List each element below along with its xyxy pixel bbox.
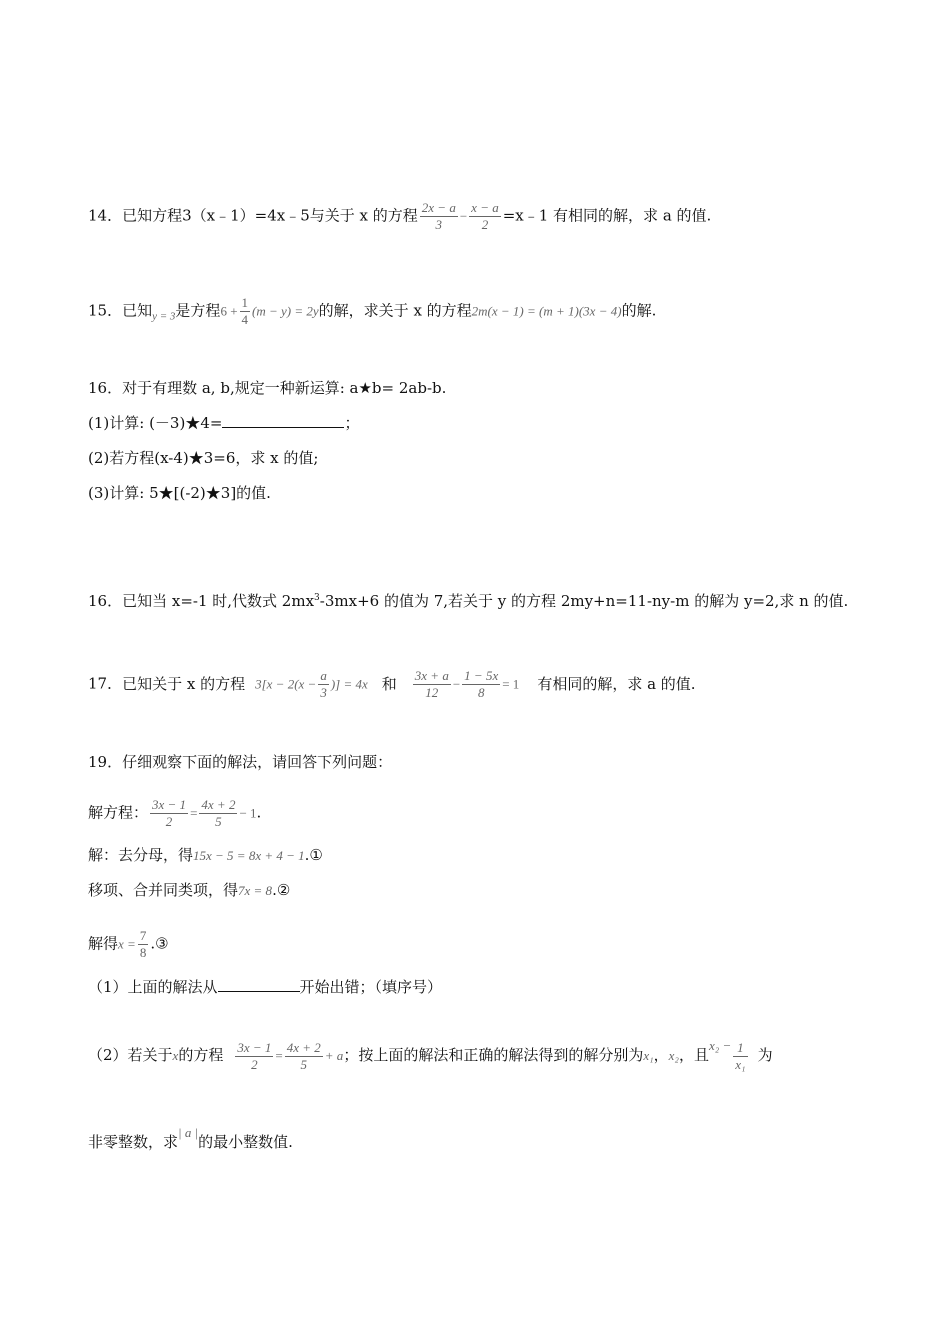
question-text: =x﹣1 有相同的解，求 a 的值. xyxy=(502,206,712,225)
question-text: -3mx+6 的值为 7,若关于 y 的方程 2my+n=11-ny-m 的解为 y=2,求 n 的值. xyxy=(319,592,849,610)
step-text: 解得 xyxy=(88,934,119,953)
question-text: 开始出错；（填序号） xyxy=(299,978,443,996)
question-number: 16． xyxy=(88,379,123,397)
condition: y = 3 xyxy=(152,310,176,323)
question-19-part2 xyxy=(88,1036,773,1073)
fraction xyxy=(240,295,251,328)
numerator: 4x + 2 xyxy=(201,797,236,812)
question-text: ，且 xyxy=(678,1046,709,1064)
numerator: 3x − 1 xyxy=(152,797,187,812)
step-mark: .③ xyxy=(150,934,169,953)
equation: 3（x﹣1）=4x﹣5 xyxy=(182,206,310,225)
question-text: 解方程： xyxy=(88,803,149,822)
equation-part: + a xyxy=(324,1048,344,1063)
question-text: 的最小整数值. xyxy=(198,1133,293,1151)
fraction xyxy=(413,668,451,701)
fraction xyxy=(469,200,501,233)
question-number: 15． xyxy=(88,301,123,320)
question-16a-intro xyxy=(88,378,446,398)
question-text: 的方程 xyxy=(178,1046,224,1064)
equation: 2m(x − 1) = (m + 1)(3x − 4) xyxy=(471,303,622,319)
step-text: 移项、合并同类项，得 xyxy=(88,881,239,899)
operator: − xyxy=(459,208,468,224)
question-text: (1)计算: (－3)★4= xyxy=(88,414,223,432)
punctuation: ； xyxy=(344,414,360,432)
question-text: 对于有理数 a, b,规定一种新运算: a★b= 2ab-b. xyxy=(122,379,447,397)
denominator: 2 xyxy=(251,1056,258,1072)
question-17 xyxy=(88,668,696,701)
question-text: 是方程 xyxy=(175,301,221,320)
step-mark: .② xyxy=(272,881,291,899)
equation-part: − 1 xyxy=(239,805,257,821)
question-text: 已知关于 x 的方程 xyxy=(122,674,246,693)
question-text: 为 xyxy=(757,1046,773,1064)
numerator: a xyxy=(320,668,327,683)
numerator: 1 − 5x xyxy=(464,668,499,683)
question-text: 的解. xyxy=(621,301,657,320)
equation: 15x − 5 = 8x + 4 − 1 xyxy=(193,848,305,863)
question-text: 的解，求关于 x 的方程 xyxy=(318,301,472,320)
question-16a-part3 xyxy=(88,483,271,503)
question-number: 14． xyxy=(88,206,123,225)
denominator: 12 xyxy=(425,685,439,700)
fraction xyxy=(318,668,329,701)
fraction xyxy=(285,1040,323,1073)
answer-blank[interactable] xyxy=(222,413,344,428)
question-text: （2）若关于 xyxy=(88,1046,173,1064)
numerator: 7 xyxy=(139,928,147,943)
question-text: (2)若方程(x-4)★3=6，求 x 的值; xyxy=(88,449,319,467)
question-text: 已知方程 xyxy=(122,206,183,225)
denominator: 2 xyxy=(165,814,173,829)
variable: x₁ xyxy=(643,1048,654,1063)
fraction xyxy=(138,928,149,961)
operator: = xyxy=(190,805,198,821)
solution-step-2 xyxy=(88,880,290,901)
question-number: 17． xyxy=(88,674,123,693)
numerator: 4x + 2 xyxy=(286,1039,321,1055)
fraction xyxy=(733,1040,747,1073)
fraction xyxy=(199,797,237,830)
denominator: 5 xyxy=(215,814,222,829)
variable: x xyxy=(172,1048,179,1063)
question-16a-part1 xyxy=(88,413,359,433)
operator: − xyxy=(452,676,461,692)
operator: = xyxy=(275,1048,283,1063)
question-text: 和 xyxy=(381,674,397,693)
question-text: 非零整数，求 xyxy=(88,1133,179,1151)
numerator: 1 xyxy=(733,1040,747,1057)
punctuation: . xyxy=(256,803,262,822)
equation-part: 6 + xyxy=(220,303,238,319)
question-text: ；按上面的解法和正确的解法得到的解分别为 xyxy=(343,1046,644,1064)
question-text: （1）上面的解法从 xyxy=(88,978,218,996)
numerator: 1 xyxy=(241,295,249,310)
solution-step-3 xyxy=(88,928,169,961)
denominator: 3 xyxy=(435,217,443,232)
denominator: 8 xyxy=(139,945,147,960)
equation-part: x = xyxy=(118,936,136,952)
question-number: 16． xyxy=(88,592,123,610)
question-text: 有相同的解，求 a 的值. xyxy=(537,674,696,693)
numerator: 3x − 1 xyxy=(237,1039,272,1055)
denominator: 2 xyxy=(481,217,489,232)
question-14 xyxy=(88,200,711,233)
denominator: 4 xyxy=(241,312,249,327)
question-text: (3)计算: 5★[(-2)★3]的值. xyxy=(88,484,271,502)
equation: 7x = 8 xyxy=(238,883,273,898)
question-19-equation xyxy=(88,797,261,830)
equation-part: 3[x − 2(x − xyxy=(255,676,317,692)
equation-part: )] = 4x xyxy=(330,676,368,692)
question-19-part1 xyxy=(88,977,442,997)
absolute-value: | a | xyxy=(178,1125,199,1140)
question-16b xyxy=(88,588,848,611)
question-19-intro xyxy=(88,752,392,772)
step-mark: .① xyxy=(304,846,323,864)
question-text: 已知 xyxy=(122,301,153,320)
answer-blank[interactable] xyxy=(218,977,300,992)
exponent: 3 xyxy=(314,593,320,603)
solution-step-1 xyxy=(88,845,323,866)
fraction xyxy=(150,797,188,830)
condition-part: x₂ − xyxy=(708,1038,732,1053)
equation-part: = 1 xyxy=(502,676,520,692)
denominator: 8 xyxy=(477,685,485,700)
question-15 xyxy=(88,295,656,328)
step-text: 解：去分母，得 xyxy=(88,846,194,864)
question-16a-part2 xyxy=(88,448,318,468)
variable: x₂ xyxy=(668,1048,679,1063)
numerator: 3x + a xyxy=(414,668,449,683)
numerator: 2x − a xyxy=(421,200,456,215)
question-text: 仔细观察下面的解法，请回答下列问题： xyxy=(122,753,393,771)
numerator: x − a xyxy=(471,200,499,215)
question-text: 与关于 x 的方程 xyxy=(309,206,418,225)
question-number: 19． xyxy=(88,753,123,771)
fraction xyxy=(462,668,500,701)
question-19-part3 xyxy=(88,1123,293,1152)
denominator: 5 xyxy=(300,1056,307,1072)
equation-part: (m − y) = 2y xyxy=(252,303,319,319)
question-text: 已知当 x=-1 时,代数式 2mx xyxy=(122,592,315,610)
punctuation: ， xyxy=(653,1046,669,1064)
denominator: 3 xyxy=(320,685,327,700)
fraction xyxy=(235,1040,273,1073)
denominator: x₁ xyxy=(735,1056,746,1072)
fraction xyxy=(420,200,458,233)
